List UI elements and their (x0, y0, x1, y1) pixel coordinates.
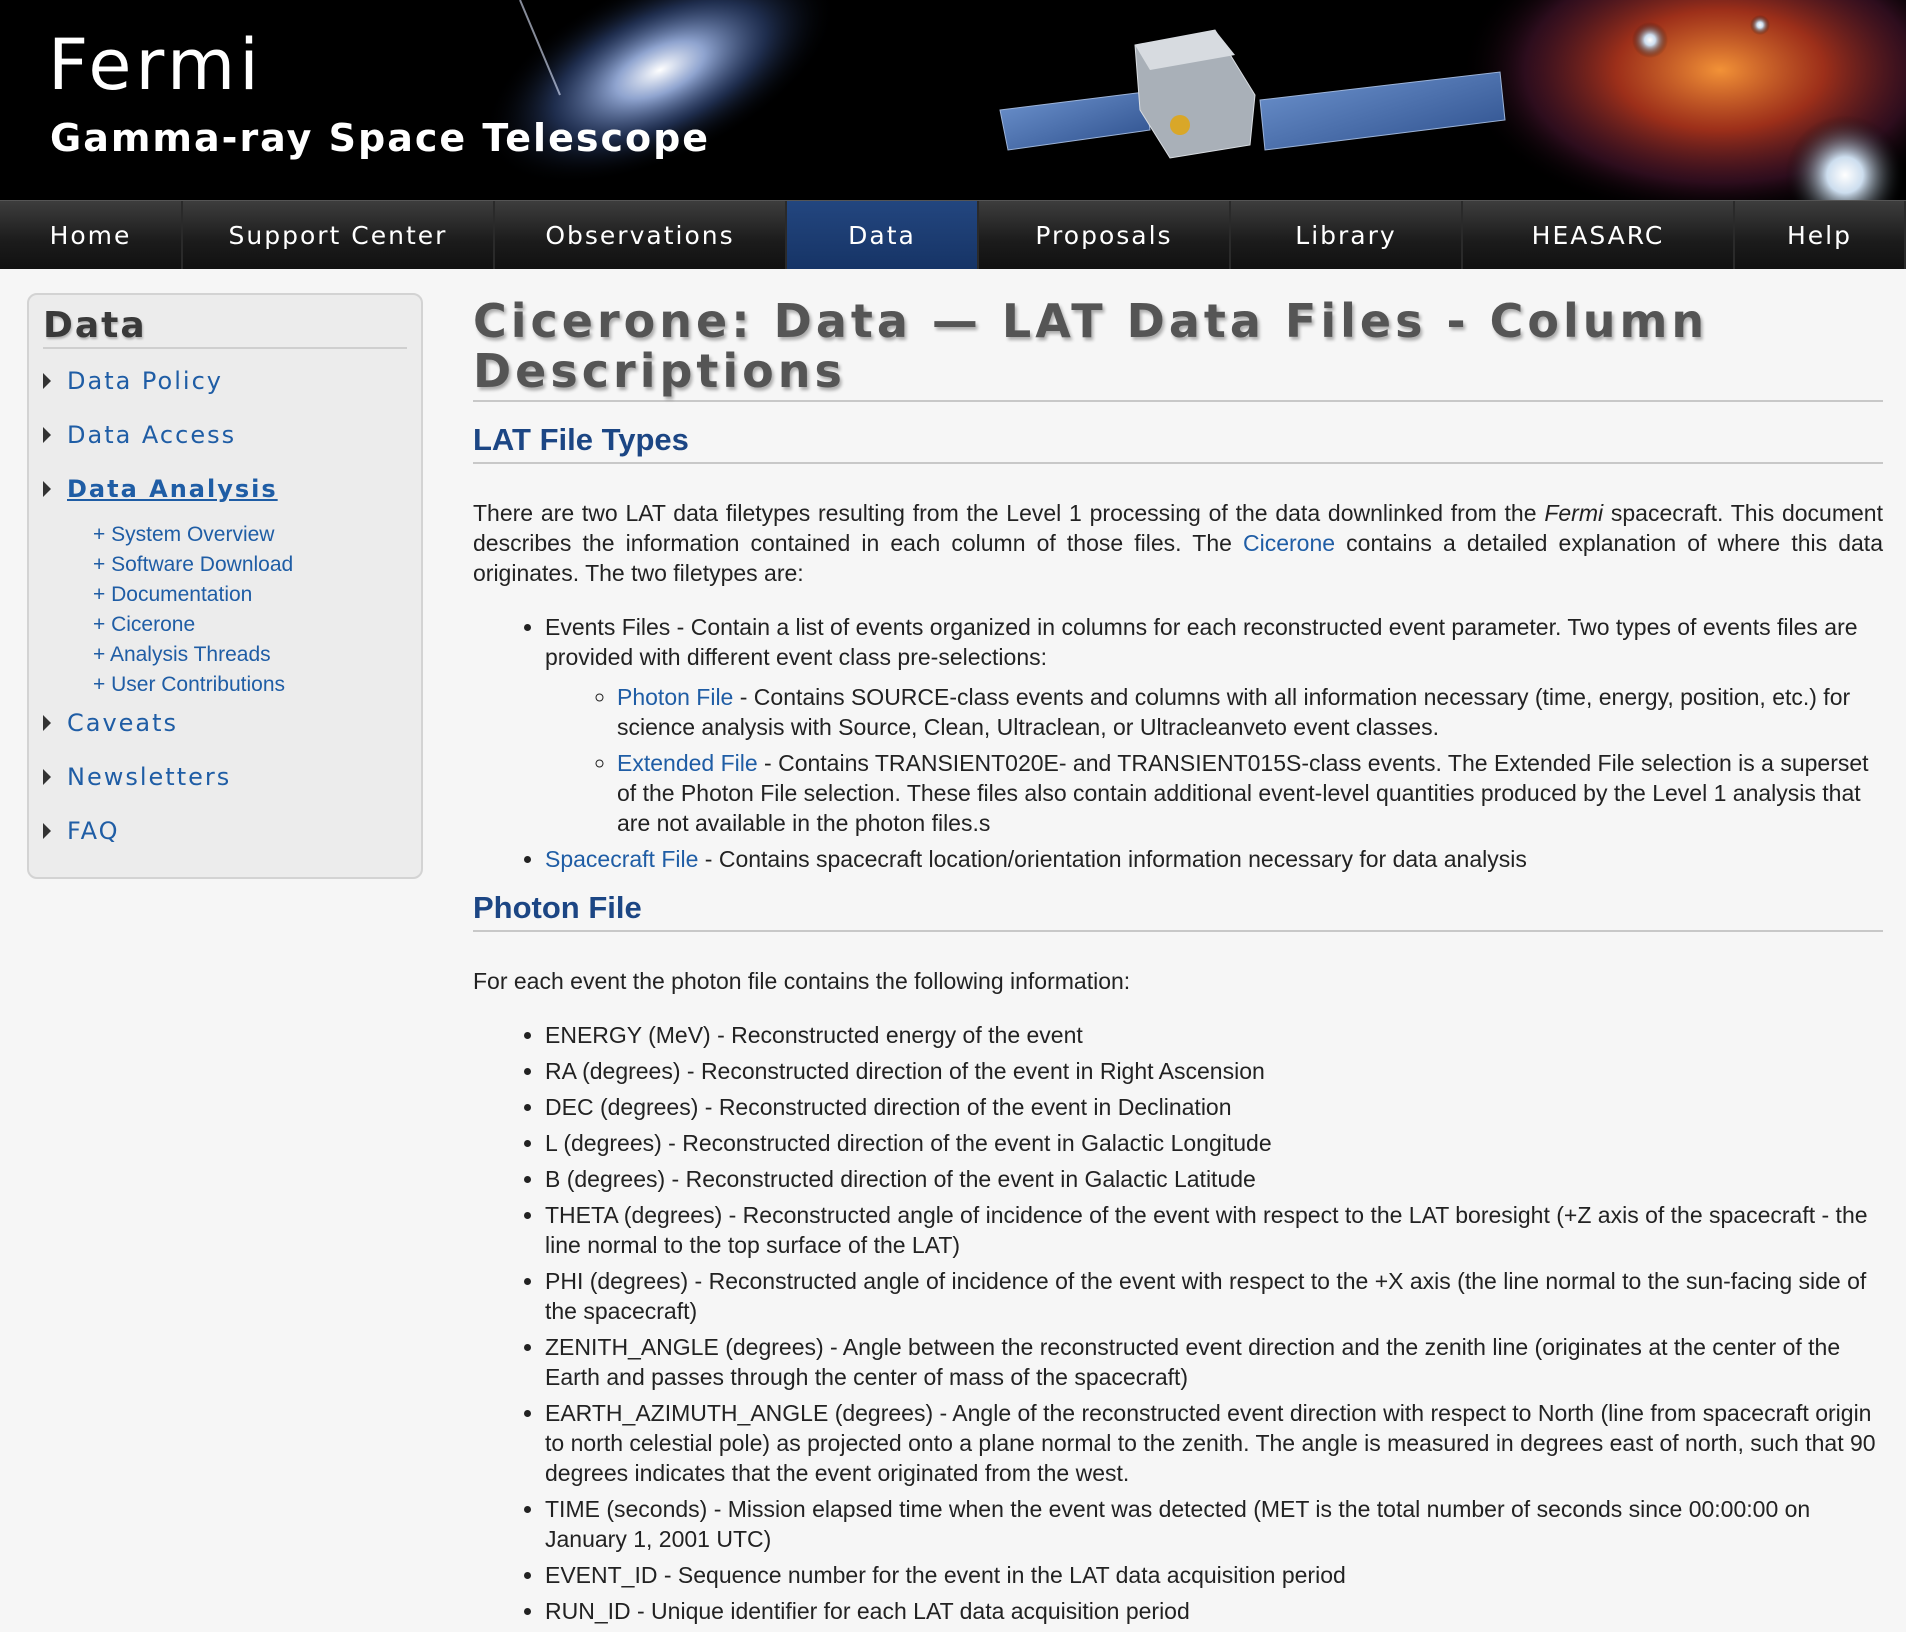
photon-field-list (473, 1020, 1883, 1626)
events-files-text: Events Files - Contain a list of events organized in columns for each reconstructed event parameter. Two types of events files are provided with different event class pre-selections: (545, 614, 1858, 670)
sidebar-divider (43, 347, 407, 349)
sidebar-item-data-policy[interactable] (43, 367, 223, 395)
sidebar-subitem-software-download[interactable]: + Software Download (93, 553, 294, 576)
list-item: • RUN_ID - Unique identifier for each LAT data acquisition period (545, 1596, 1883, 1626)
nav-support-center[interactable]: Support Center (183, 201, 495, 269)
list-item: • DEC (degrees) - Reconstructed direction of the event in Declination (545, 1092, 1883, 1122)
sidebar-subitem-cicerone[interactable]: + Cicerone (93, 613, 196, 636)
sidebar-item-data-access[interactable] (43, 421, 236, 449)
extended-file-text: - Contains TRANSIENT020E- and TRANSIENT015S-class events. The Extended File selection is a superset of the Photon File selection. These files also contain additional event-level quantities produced by the Level 1 analysis that are not available in the photon files.s (617, 750, 1869, 836)
intro-text: contains a detailed explanation of where this data originates. The two filetypes are: (473, 530, 1883, 586)
list-item (617, 682, 1883, 742)
banner-artwork (0, 0, 1906, 200)
list-item: • EARTH_AZIMUTH_ANGLE (degrees) - Angle of the reconstructed event direction with respect to North (line from spacecraft origin to north celestial pole) as projected onto a plane normal to the zenith. The angle is measured in degrees east of north, such that 90 degrees indicates that the event originated from the west. (545, 1398, 1883, 1488)
spacecraft-file-text: - Contains spacecraft location/orientation information necessary for data analysis (698, 846, 1527, 872)
sidebar-item-label: Data Access (67, 421, 237, 449)
list-item: • ENERGY (MeV) - Reconstructed energy of the event (545, 1020, 1883, 1050)
list-item: • B (degrees) - Reconstructed direction of the event in Galactic Latitude (545, 1164, 1883, 1194)
nav-observations[interactable]: Observations (495, 201, 787, 269)
sidebar-item-label: Data Analysis (67, 475, 278, 503)
list-item: • TIME (seconds) - Mission elapsed time when the event was detected (MET is the total number of seconds since 00:00:00 on January 1, 2001 UTC) (545, 1494, 1883, 1554)
section-heading-lat-file-types: LAT File Types (473, 420, 1883, 464)
nav-help[interactable]: Help (1735, 201, 1906, 269)
sidebar (27, 293, 423, 879)
sidebar-subitem-user-contributions[interactable]: + User Contributions (93, 673, 286, 696)
main-content (473, 296, 1883, 1632)
sidebar-item-label: Data Policy (67, 367, 223, 395)
list-item: • EVENT_ID - Sequence number for the event in the LAT data acquisition period (545, 1560, 1883, 1590)
list-item: • L (degrees) - Reconstructed direction of the event in Galactic Longitude (545, 1128, 1883, 1158)
photon-file-intro: For each event the photon file contains the following information: (473, 968, 1131, 994)
site-banner (0, 0, 1906, 200)
list-item (617, 748, 1883, 838)
page-title: Cicerone: Data — LAT Data Files - Column Descriptions (473, 296, 1883, 402)
nav-library[interactable]: Library (1231, 201, 1463, 269)
extended-file-link[interactable]: Extended File (617, 750, 758, 776)
list-item: • THETA (degrees) - Reconstructed angle of incidence of the event with respect to the LAT boresight (+Z axis of the spacecraft - the line normal to the top surface of the LAT) (545, 1200, 1883, 1260)
sidebar-subitem-analysis-threads[interactable]: + Analysis Threads (93, 643, 271, 666)
sidebar-item-label: Newsletters (67, 763, 232, 791)
site-title: Fermi (48, 24, 263, 106)
sidebar-subitem-documentation[interactable]: + Documentation (93, 583, 253, 606)
sidebar-item-label: Caveats (67, 709, 179, 737)
nav-heasarc[interactable]: HEASARC (1463, 201, 1735, 269)
list-item: • PHI (degrees) - Reconstructed angle of incidence of the event with respect to the +X axis (the line normal to the sun-facing side of the spacecraft) (545, 1266, 1883, 1326)
sidebar-item-label: FAQ (67, 817, 120, 845)
triangle-right-icon (43, 481, 51, 497)
intro-text: There are two LAT data filetypes resulting from the Level 1 processing of the data downlinked from the (473, 500, 1545, 526)
site-subtitle: Gamma-ray Space Telescope (50, 116, 711, 160)
sidebar-item-faq[interactable] (43, 817, 120, 845)
events-subtype-list (545, 682, 1883, 838)
intro-emphasis: Fermi (1544, 500, 1604, 526)
nav-data[interactable]: Data (787, 201, 979, 269)
list-item (545, 612, 1883, 838)
section-heading-photon-file: Photon File (473, 888, 1883, 932)
list-item: • ZENITH_ANGLE (degrees) - Angle between the reconstructed event direction and the zenith line (originates at the center of the Earth and passes through the center of mass of the spacecraft) (545, 1332, 1883, 1392)
lat-file-types-intro (473, 498, 1883, 588)
photon-file-link[interactable]: Photon File (617, 684, 734, 710)
cicerone-link[interactable]: Cicerone (1243, 530, 1336, 556)
sidebar-item-data-analysis[interactable] (43, 475, 278, 503)
file-type-list (473, 612, 1883, 874)
triangle-right-icon (43, 373, 51, 389)
nav-home[interactable]: Home (0, 201, 183, 269)
triangle-right-icon (43, 715, 51, 731)
spacecraft-file-link[interactable]: Spacecraft File (545, 846, 699, 872)
nav-proposals[interactable]: Proposals (979, 201, 1231, 269)
main-nav (0, 200, 1906, 269)
sidebar-item-caveats[interactable] (43, 709, 178, 737)
triangle-right-icon (43, 427, 51, 443)
list-item (545, 844, 1883, 874)
sidebar-subitem-system-overview[interactable]: + System Overview (93, 523, 275, 546)
sidebar-item-newsletters[interactable] (43, 763, 231, 791)
triangle-right-icon (43, 823, 51, 839)
sidebar-heading: Data (43, 305, 147, 346)
triangle-right-icon (43, 769, 51, 785)
photon-file-text: - Contains SOURCE-class events and columns with all information necessary (time, energy, position, etc.) for science analysis with Source, Clean, Ultraclean, or Ultracleanveto event classes. (617, 684, 1851, 740)
intro-text: spacecraft. This document describes the information contained in each column of those files. The (473, 500, 1883, 556)
list-item: • RA (degrees) - Reconstructed direction of the event in Right Ascension (545, 1056, 1883, 1086)
